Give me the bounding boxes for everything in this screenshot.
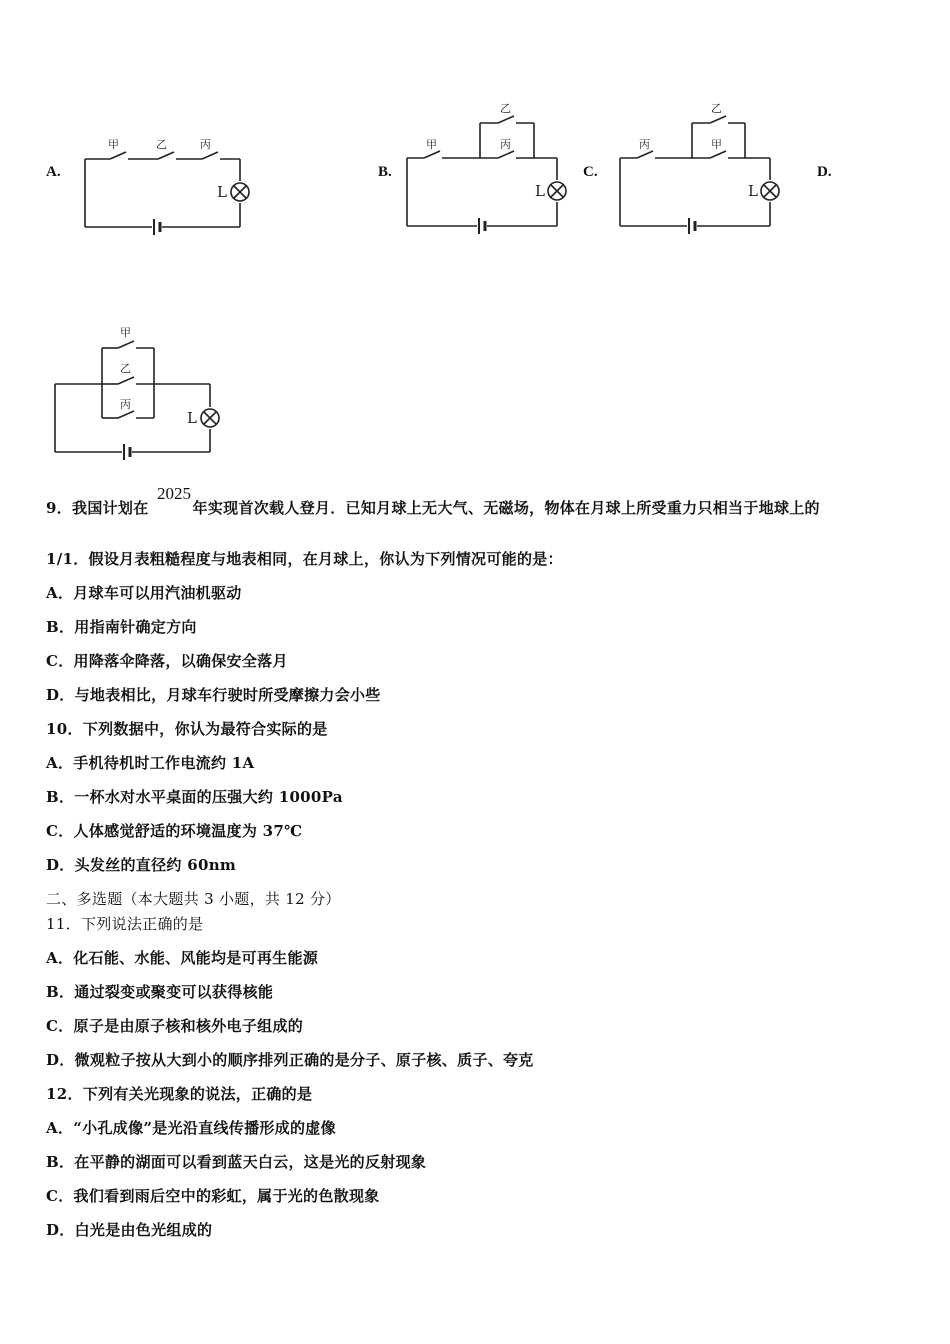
q12-option-d: D．白光是由色光组成的 (46, 1221, 213, 1239)
lamp-label: L (187, 409, 197, 427)
circuit-diagram-a (80, 135, 255, 235)
circuit-diagram-b (402, 98, 577, 238)
q10-option-d: D．头发丝的直径约 60nm (46, 856, 237, 874)
q9-suffix: 年实现首次载人登月．已知月球上无大气、无磁场，物体在月球上所受重力只相当于地球上的 (192, 499, 820, 517)
q11-option-b: B．通过裂变或聚变可以获得核能 (46, 983, 274, 1001)
q9-option-c: C．用降落伞降落，以确保安全落月 (46, 652, 288, 670)
q11-option-a: A．化石能、水能、风能均是可再生能源 (46, 949, 319, 967)
switch-label-bing: 丙 (639, 138, 650, 151)
switch-label-yi: 乙 (500, 102, 511, 115)
switch-label-jia: 甲 (711, 138, 722, 151)
q10-option-a: A．手机待机时工作电流约 1A (46, 754, 255, 772)
q9-option-d: D．与地表相比，月球车行驶时所受摩擦力会小些 (46, 686, 381, 704)
q12-option-c: C．我们看到雨后空中的彩虹，属于光的色散现象 (46, 1187, 380, 1205)
q10-option-c: C．人体感觉舒适的环境温度为 37℃ (46, 822, 303, 840)
circuit-option-a-label: A. (46, 164, 61, 180)
lamp-label: L (748, 182, 758, 200)
switch-label-jia: 甲 (120, 326, 131, 339)
q9-option-a: A．月球车可以用汽油机驱动 (46, 584, 242, 602)
circuit-option-d-label: D. (817, 164, 832, 180)
q12-option-a: A．“小孔成像”是光沿直线传播形成的虚像 (46, 1119, 336, 1137)
q9-option-b: B．用指南针确定方向 (46, 618, 197, 636)
q12-stem: 12．下列有关光现象的说法，正确的是 (46, 1085, 313, 1103)
q11-stem: 11．下列说法正确的是 (46, 915, 204, 933)
switch-label-yi: 乙 (156, 138, 167, 151)
q12-option-b: B．在平静的湖面可以看到蓝天白云，这是光的反射现象 (46, 1153, 427, 1171)
q9-stem-continued: 1/1．假设月表粗糙程度与地表相同，在月球上，你认为下列情况可能的是： (46, 550, 563, 568)
switch-label-yi: 乙 (711, 102, 722, 115)
switch-label-jia: 甲 (426, 138, 437, 151)
circuit-option-c-label: C. (583, 164, 598, 180)
switch-label-bing: 丙 (120, 398, 131, 411)
q9-year: 2025 (157, 484, 191, 503)
q11-option-d: D．微观粒子按从大到小的顺序排列正确的是分子、原子核、质子、夸克 (46, 1051, 534, 1069)
q10-option-b: B．一杯水对水平桌面的压强大约 1000Pa (46, 788, 343, 806)
q9-prefix: 9．我国计划在 (46, 499, 149, 517)
circuit-option-b-label: B. (378, 164, 392, 180)
switch-label-bing: 丙 (200, 138, 211, 151)
switch-label-yi: 乙 (120, 362, 131, 375)
circuit-diagram-c (615, 98, 790, 238)
lamp-label: L (535, 182, 545, 200)
switch-label-jia: 甲 (108, 138, 119, 151)
switch-label-bing: 丙 (500, 138, 511, 151)
lamp-label: L (217, 183, 227, 201)
q11-option-c: C．原子是由原子核和核外电子组成的 (46, 1017, 304, 1035)
q10-stem: 10．下列数据中，你认为最符合实际的是 (46, 720, 328, 738)
section-title-multiple-choice: 二、多选题（本大题共 3 小题，共 12 分） (46, 890, 341, 908)
circuit-diagram-d (50, 322, 225, 467)
